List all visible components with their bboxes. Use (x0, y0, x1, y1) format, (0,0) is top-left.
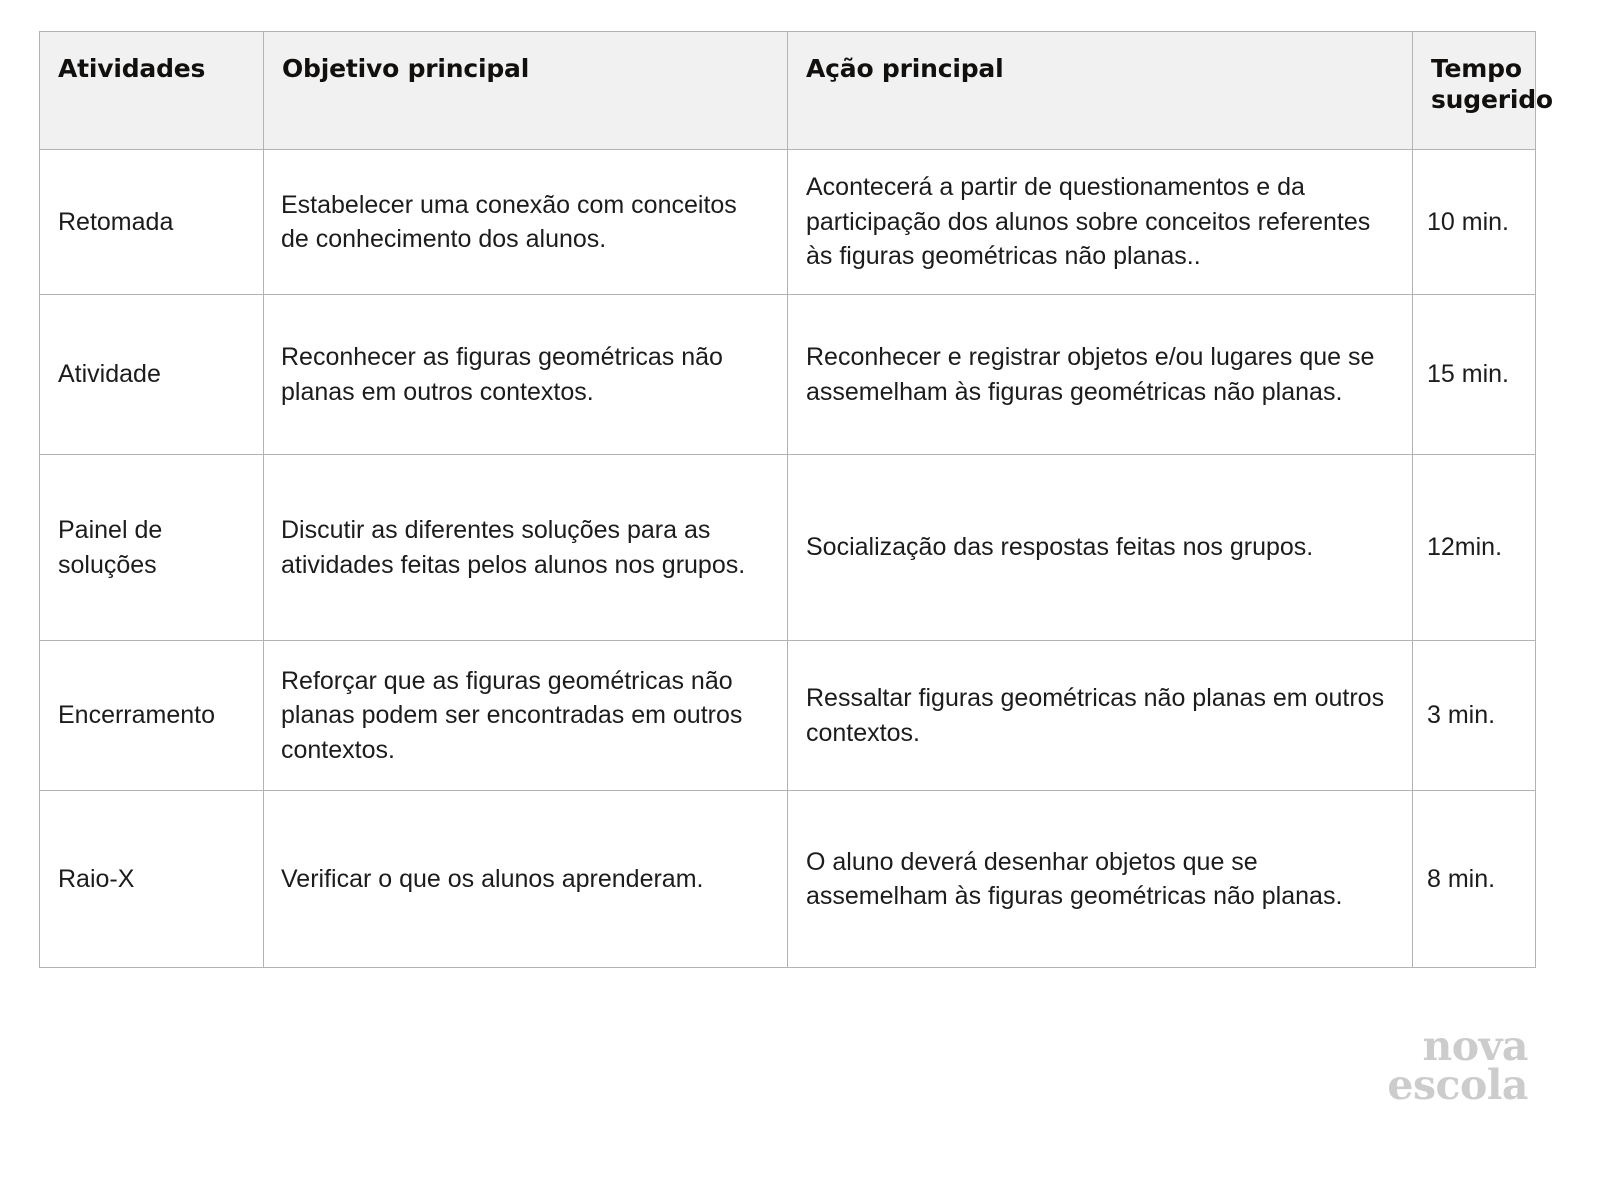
lesson-plan-table (39, 31, 1553, 968)
table-row (40, 295, 1536, 455)
cell-objective: Reforçar que as figuras geométricas não planas podem ser encontradas em outros contextos. (264, 641, 788, 791)
table-header-row (40, 32, 1536, 150)
column-header-objetivo-principal: Objetivo principal (264, 32, 788, 150)
logo-line-nova: nova (1422, 1022, 1528, 1070)
cell-time: 15 min. (1413, 295, 1536, 455)
cell-action: O aluno deverá desenhar objetos que se assemelham às figuras geométricas não planas. (788, 791, 1413, 968)
table-body (40, 150, 1536, 968)
cell-time: 10 min. (1413, 150, 1536, 295)
cell-action: Acontecerá a partir de questionamentos e da participação dos alunos sobre conceitos referentes às figuras geométricas não planas.. (788, 150, 1413, 295)
cell-action: Socialização das respostas feitas nos grupos. (788, 455, 1413, 641)
cell-objective: Estabelecer uma conexão com conceitos de conhecimento dos alunos. (264, 150, 788, 295)
cell-objective: Reconhecer as figuras geométricas não planas em outros contextos. (264, 295, 788, 455)
cell-objective: Verificar o que os alunos aprenderam. (264, 791, 788, 968)
table-row (40, 791, 1536, 968)
cell-activity: Raio-X (40, 791, 264, 968)
table-header (40, 32, 1553, 150)
cell-activity: Encerramento (40, 641, 264, 791)
cell-activity: Atividade (40, 295, 264, 455)
column-header-tempo-sugerido: Tempo sugerido (1413, 32, 1536, 150)
cell-activity: Painel de soluções (40, 455, 264, 641)
cell-time: 12min. (1413, 455, 1536, 641)
table-row (40, 150, 1536, 295)
cell-objective: Discutir as diferentes soluções para as atividades feitas pelos alunos nos grupos. (264, 455, 788, 641)
cell-action: Reconhecer e registrar objetos e/ou lugares que se assemelham às figuras geométricas não planas. (788, 295, 1413, 455)
table-row (40, 641, 1536, 791)
cell-time: 8 min. (1413, 791, 1536, 968)
table-row (40, 455, 1536, 641)
cell-activity: Retomada (40, 150, 264, 295)
column-header-atividades: Atividades (40, 32, 264, 150)
nova-escola-logo (1378, 1022, 1528, 1109)
logo-line-escola: escola (1387, 1060, 1528, 1109)
cell-action: Ressaltar figuras geométricas não planas em outros contextos. (788, 641, 1413, 791)
column-header-acao-principal: Ação principal (788, 32, 1413, 150)
cell-time: 3 min. (1413, 641, 1536, 791)
